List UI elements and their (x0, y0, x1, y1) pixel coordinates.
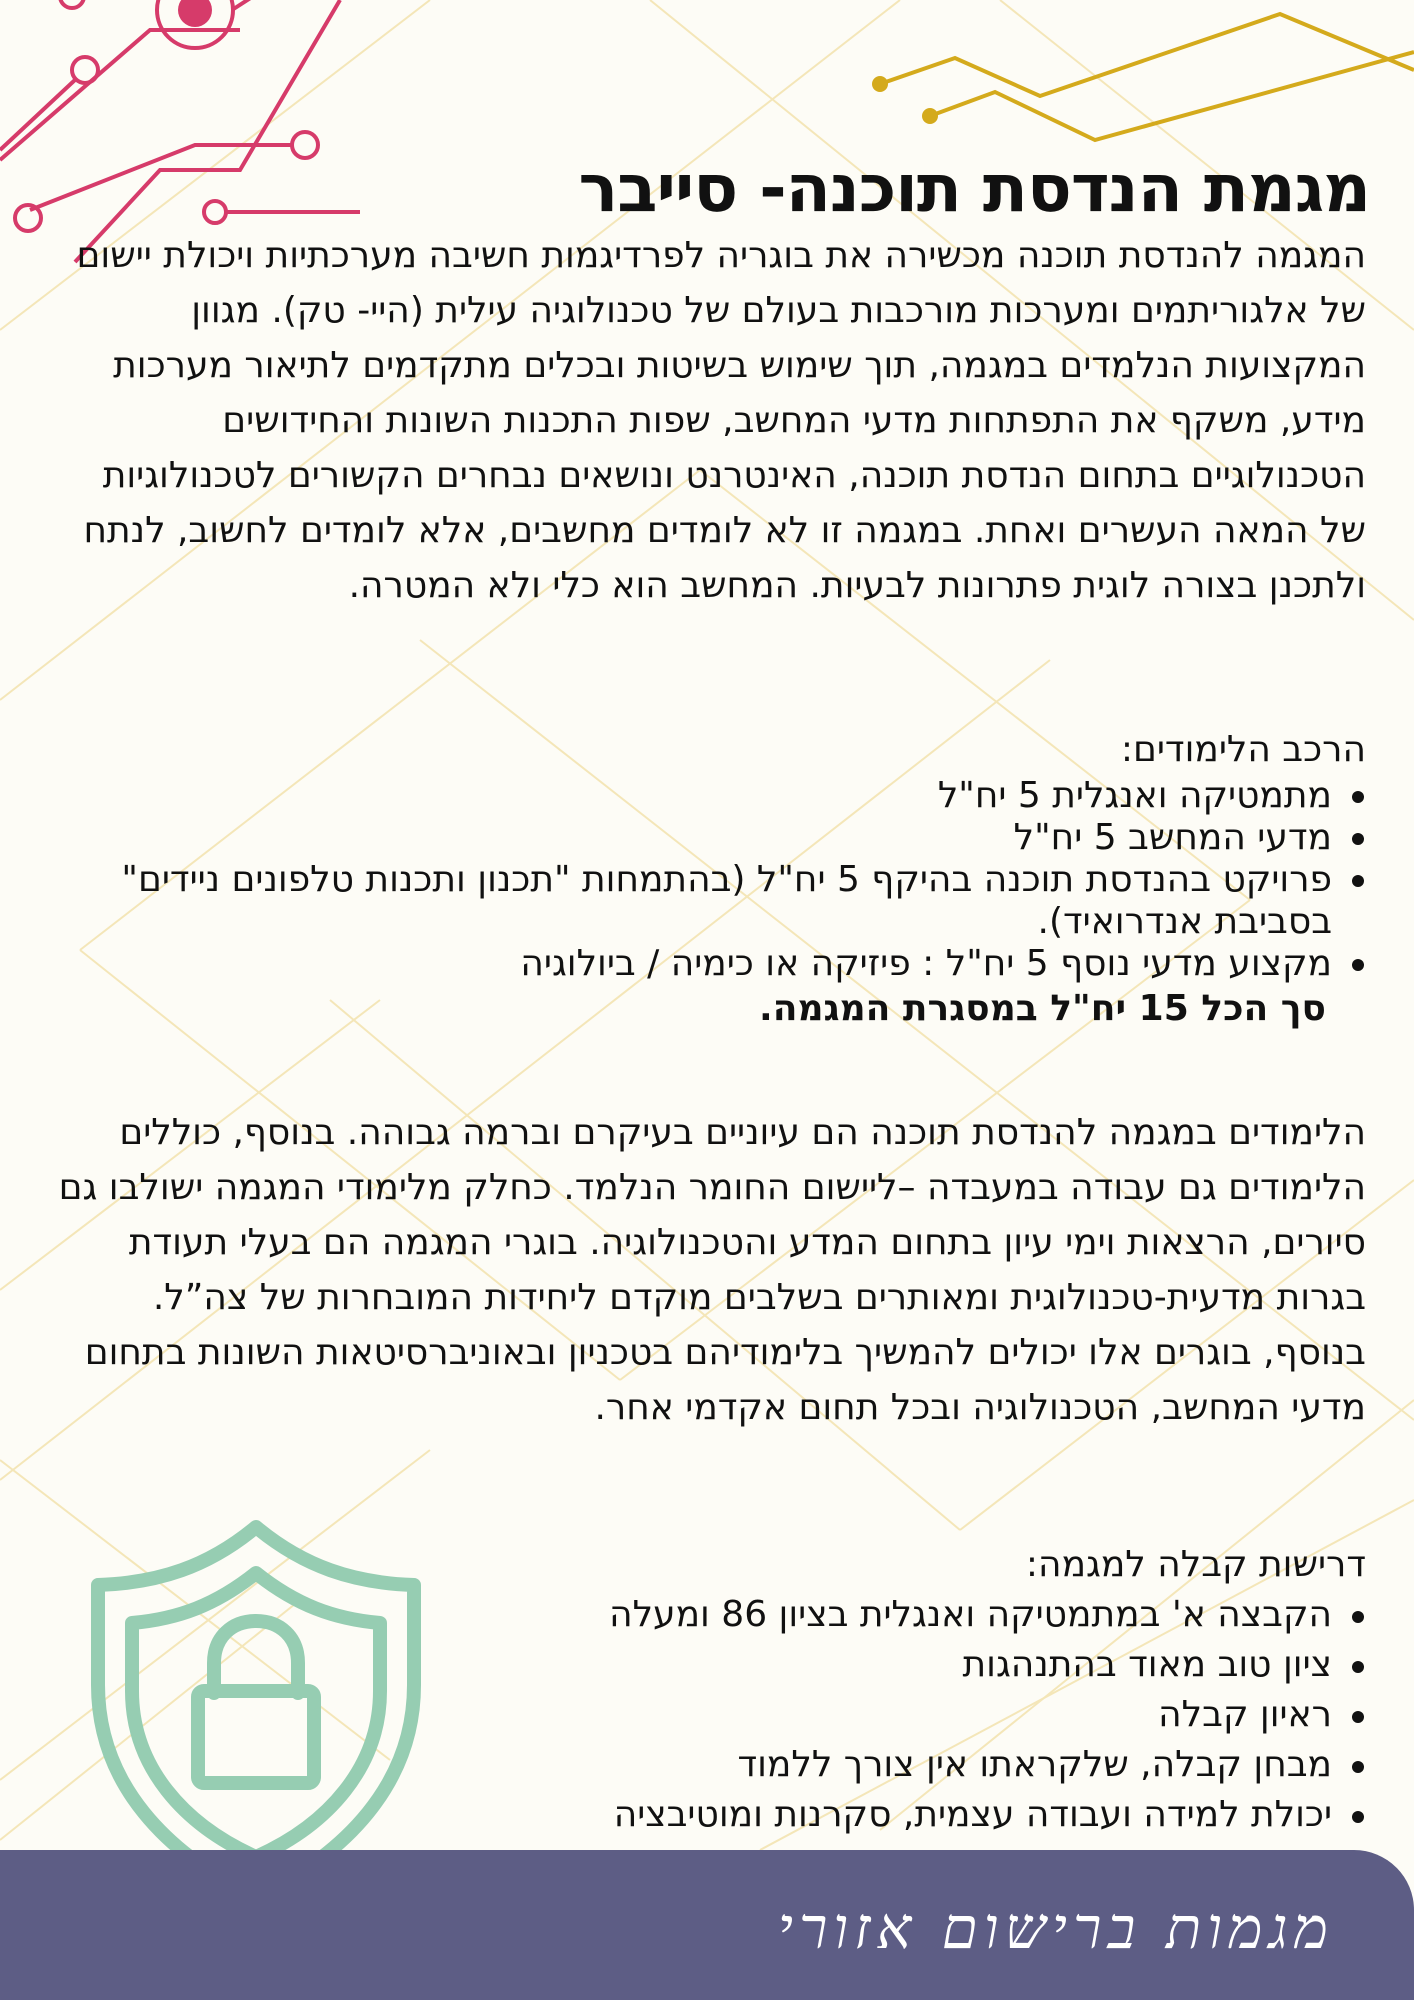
study-composition-section (46, 725, 1366, 1033)
intro-paragraph: המגמה להנדסת תוכנה מכשירה את בוגריה לפרדיגמות חשיבה מערכתיות ויכולת יישום של אלגוריתמים ומערכות מורכבות בעולם של טכנולוגיה עילית (היי- טק). מגוון המקצועות הנלמדים במגמה, תוך שימוש בשיטות ובכלים מתקדמים לתיאור מערכות מידע, משקף את התפתחות מדעי המחשב, שפות התכנות השונות והחידושים הטכנולוגיים בתחום הנדסת תוכנה, האינטרנט ונושאים נבחרים הקשורים לטכנולוגיות של המאה העשרים ואחת. במגמה זו לא לומדים מחשבים, אלא לומדים לחשוב, לנתח ולתכנן בצורה לוגית פתרונות לבעיות. המחשב הוא כלי ולא המטרה. (76, 235, 1366, 606)
list-item: יכולת למידה ועבודה עצמית, סקרנות ומוטיבציה (46, 1790, 1366, 1840)
list-item: פרויקט בהנדסת תוכנה בהיקף 5 יח"ל (בהתמחות "תכנון ותכנות טלפונים ניידים" בסביבת אנדרואיד). (46, 859, 1366, 943)
total-units: סך הכל 15 יח"ל במסגרת המגמה. (759, 988, 1326, 1029)
requirements-section (46, 1540, 1366, 1840)
study-heading: הרכב הלימודים: (1120, 729, 1366, 770)
bullet-icon (1352, 833, 1364, 845)
bullet-icon (1352, 1661, 1364, 1673)
list-item: ראיון קבלה (46, 1690, 1366, 1740)
bullet-icon (1352, 875, 1364, 887)
list-item: מקצוע מדעי נוסף 5 יח"ל : פיזיקה או כימיה / ביולוגיה (46, 943, 1366, 985)
list-item: מתמטיקה ואנגלית 5 יח"ל (46, 775, 1366, 817)
list-item: הקבצה א' במתמטיקה ואנגלית בציון 86 ומעלה (46, 1590, 1366, 1640)
studies-description-section (46, 1105, 1366, 1435)
bullet-icon (1352, 1761, 1364, 1773)
bullet-icon (1352, 1811, 1364, 1823)
list-item: מבחן קבלה, שלקראתו אין צורך ללמוד (46, 1740, 1366, 1790)
bullet-icon (1352, 1611, 1364, 1623)
list-item: מדעי המחשב 5 יח"ל (46, 817, 1366, 859)
intro-section (46, 228, 1366, 613)
bullet-icon (1352, 1711, 1364, 1723)
requirements-heading: דרישות קבלה למגמה: (1025, 1544, 1366, 1585)
list-item: ציון טוב מאוד בהתנהגות (46, 1640, 1366, 1690)
study-list (46, 775, 1366, 985)
studies-paragraph: הלימודים במגמה להנדסת תוכנה הם עיוניים בעיקרם וברמה גבוהה. בנוסף, כוללים הלימודים גם עבודה במעבדה –ליישום החומר הנלמד. כחלק מלימודי המגמה ישולבו גם סיורים, הרצאות וימי עיון בתחום המדע והטכנולוגיה. בוגרי המגמה הם בעלי תעודת בגרות מדעית-טכנולוגית ומאותרים בשלבים מוקדם ליחידות המובחרות של צה”ל. בנוסף, בוגרים אלו יכולים להמשיך בלימודיהם בטכניון ובאוניברסיטאות השונות בתחום מדעי המחשב, הטכנולוגיה ובכל תחום אקדמי אחר. (58, 1112, 1366, 1428)
bullet-icon (1352, 959, 1364, 971)
requirements-list (46, 1590, 1366, 1840)
page-title: מגמת הנדסת תוכנה- סייבר (578, 150, 1370, 227)
footer-text: מגמות ברישום אזורי (777, 1894, 1334, 1962)
bullet-icon (1352, 791, 1364, 803)
circuit-decoration-gold (860, 0, 1414, 160)
